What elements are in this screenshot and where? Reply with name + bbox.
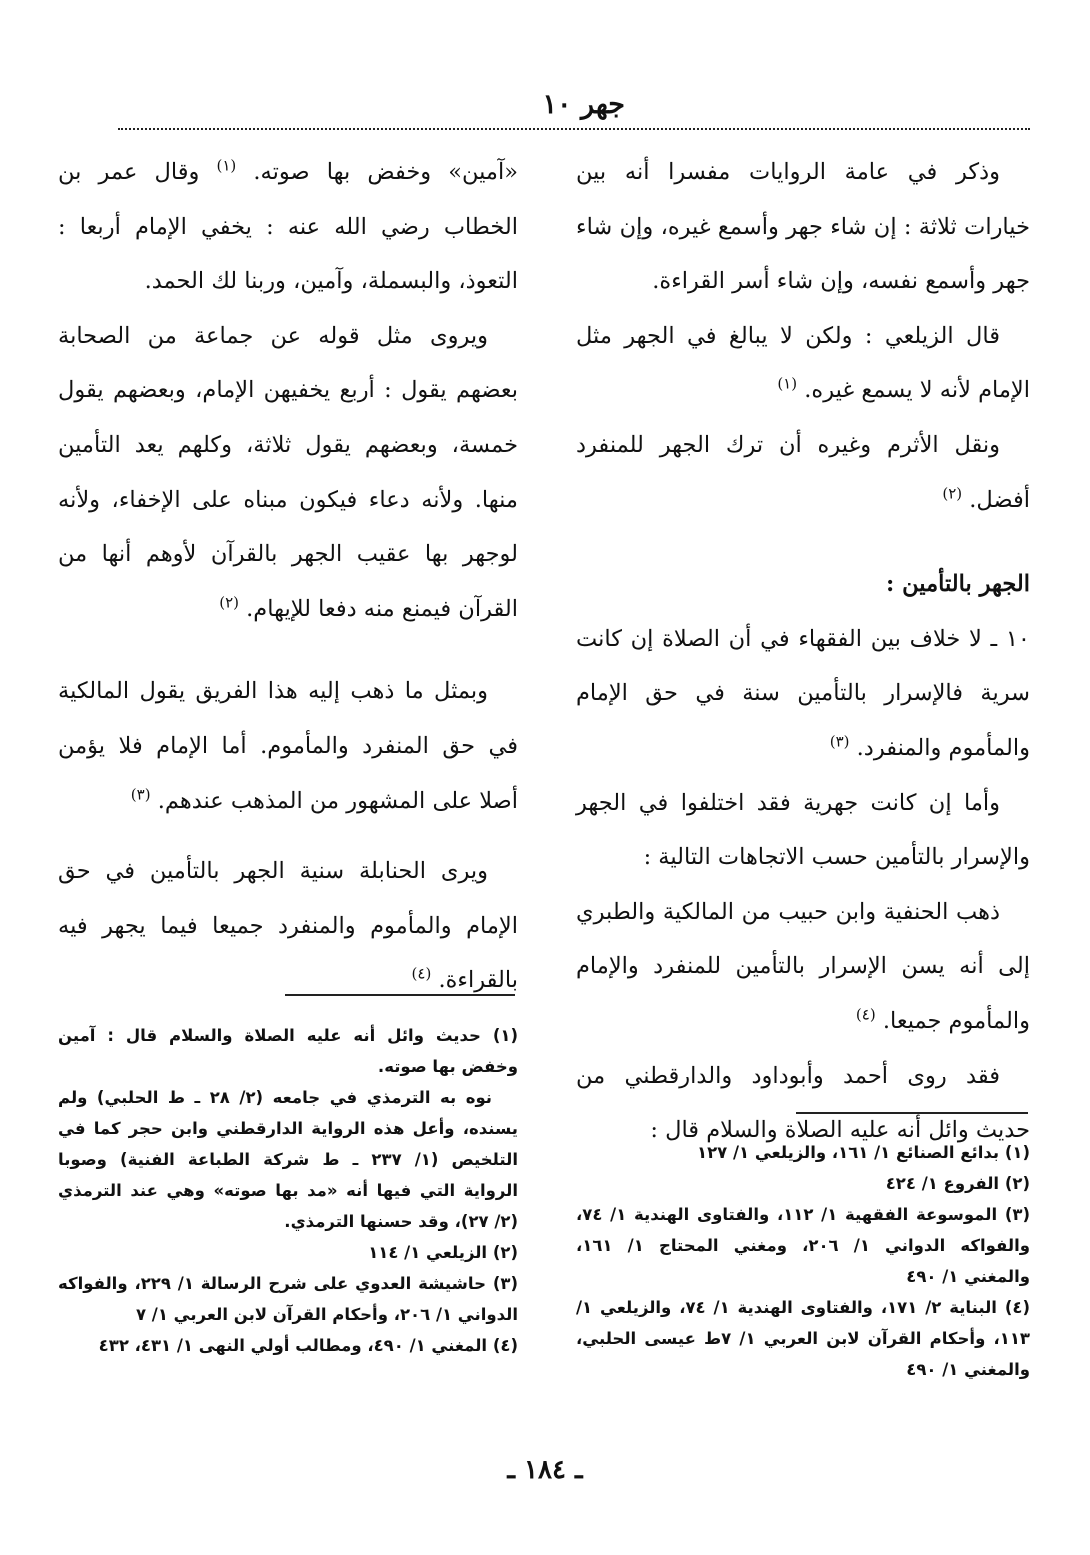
right-paragraph-6: ذهب الحنفية وابن حبيب من المالكية والطبري إلى أنه يسن الإسرار بالتأمين للمنفرد والإمام والمأموم جميعا. $^{(٤)}$ [576,898,1030,1034]
left-paragraph-1: «آمين» وخفض بها صوته. $^{(١)}$ وقال عمر بن الخطاب رضي الله عنه : يخفي الإمام أربعا : التعوذ، والبسملة، وآمين، وربنا لك الحمد. [58,156,518,295]
page-number: ـ ١٨٤ ـ [507,1455,583,1485]
footnote-left-1-detail: نوه به الترمذي في جامعه (٢/ ٢٨ ـ ط الحلبي) ولم يسنده، وأعل هذه الرواية الدارقطني وابن حجر كما في التلخيص (١/ ٢٣٧ ـ ط شركة الطباعة الفنية) وصوبا الرواية التي فيها أنه «مد بها صوته» وهي عند الترمذي (٢/ ٢٧)، وقد حسنها الترمذي. [58,1088,518,1231]
right-paragraph-4: ١٠ ـ لا خلاف بين الفقهاء في أن الصلاة إن كانت سرية فالإسرار بالتأمين سنة في حق الإمام والمأموم والمنفرد. $^{(٣)}$ [576,625,1030,761]
left-column [58,145,518,1008]
footnote-right-2: (٢) الفروع ١/ ٤٢٤ [885,1174,1030,1193]
footnote-ref: (٤) [411,964,432,983]
left-paragraph-2: ويروى مثل قوله عن جماعة من الصحابة بعضهم يقول : أربع يخفيهن الإمام، وبعضهم يقول خمسة، وبعضهم يقول ثلاثة، وكلهم يعد التأمين منها. ولأنه دعاء فيكون مبناه على الإخفاء، ولأنه لوجهر بها عقيب الجهر بالقرآن لأوهم أنها من القرآن فيمنع منه دفعا للإيهام. $^{(٢)}$ [58,322,518,622]
footnote-ref: (١) [777,374,798,393]
page-header [0,82,1090,122]
footnote-ref: (١) [216,156,237,175]
right-paragraph-3: ونقل الأثرم وغيره أن ترك الجهر للمنفرد أفضل. $^{(٢)}$ [576,431,1030,513]
right-paragraph-2: قال الزيلعي : ولكن لا يبالغ في الجهر مثل الإمام لأنه لا يسمع غيره. $^{(١)}$ [576,322,1030,404]
right-paragraph-7: فقد روى أحمد وأبوداود والدارقطني من حديث وائل أنه عليه الصلاة والسلام قال : [576,1062,1030,1144]
footnote-right-3: (٣) الموسوعة الفقهية ١/ ١١٢، والفتاوى الهندية ١/ ٧٤، والفواكه الدواني ١/ ٢٠٦، ومغني المحتاج ١/ ١٦١، والمغني ١/ ٤٩٠ [576,1205,1030,1286]
right-paragraph-1: وذكر في عامة الروايات مفسرا أنه بين خيارات ثلاثة : إن شاء جهر وأسمع غيره، وإن شاء جهر وأسمع نفسه، وإن شاء أسر القراءة. [576,159,1030,295]
footnote-rule-right [796,1112,1028,1114]
running-head: جهر ١٠ [542,89,625,120]
right-paragraph-5: وأما إن كانت جهرية فقد اختلفوا في الجهر والإسرار بالتأمين حسب الاتجاهات التالية : [576,789,1030,871]
footnote-ref: (٤) [855,1005,876,1024]
footnotes-left [58,1020,518,1361]
footnotes-right [576,1137,1030,1385]
footnote-rule-left [285,994,515,996]
footnote-left-3: (٣) حاشيشة العدوي على شرح الرسالة ١/ ٢٢٩، والفواكه الدواني ١/ ٢٠٦، وأحكام القرآن لابن العربي ١/ ٧ [58,1274,518,1324]
right-column [576,145,1030,1158]
footnote-right-1: (١) بدائع الصنائع ١/ ١٦١، والزيلعي ١/ ١٢٧ [697,1143,1030,1162]
footnote-left-2: (٢) الزيلعي ١/ ١١٤ [368,1243,518,1262]
header-dotted-rule [118,128,1030,130]
footnote-ref: (٢) [219,593,239,612]
footnote-right-4: (٤) البناية ٢/ ١٧١، والفتاوى الهندية ١/ ٧٤، والزيلعي ١/ ١١٣، وأحكام القرآن لابن العربي ١/ ٧ط عيسى الحلبي، والمغني ١/ ٤٩٠ [576,1298,1030,1379]
footnote-ref: (٣) [829,732,850,751]
footnote-ref: (٣) [130,785,151,804]
footnote-left-1: (١) حديث وائل أنه عليه الصلاة والسلام قال : آمين وخفض بها صوته. [58,1026,518,1076]
section-heading: الجهر بالتأمين : [886,571,1030,598]
left-paragraph-4: ويرى الحنابلة سنية الجهر بالتأمين في حق الإمام والمأموم والمنفرد جميعا فيما يجهر فيه بالقراءة. $^{(٤)}$ [58,858,518,994]
footnote-ref: (٢) [942,484,963,503]
left-paragraph-3: وبمثل ما ذهب إليه هذا الفريق يقول المالكية في حق المنفرد والمأموم. أما الإمام فلا يؤمن أصلا على المشهور من المذهب عندهم. $^{(٣)}$ [58,678,518,814]
footnote-left-4: (٤) المغني ١/ ٤٩٠، ومطالب أولي النهى ١/ ٤٣١، ٤٣٢ [98,1336,518,1355]
